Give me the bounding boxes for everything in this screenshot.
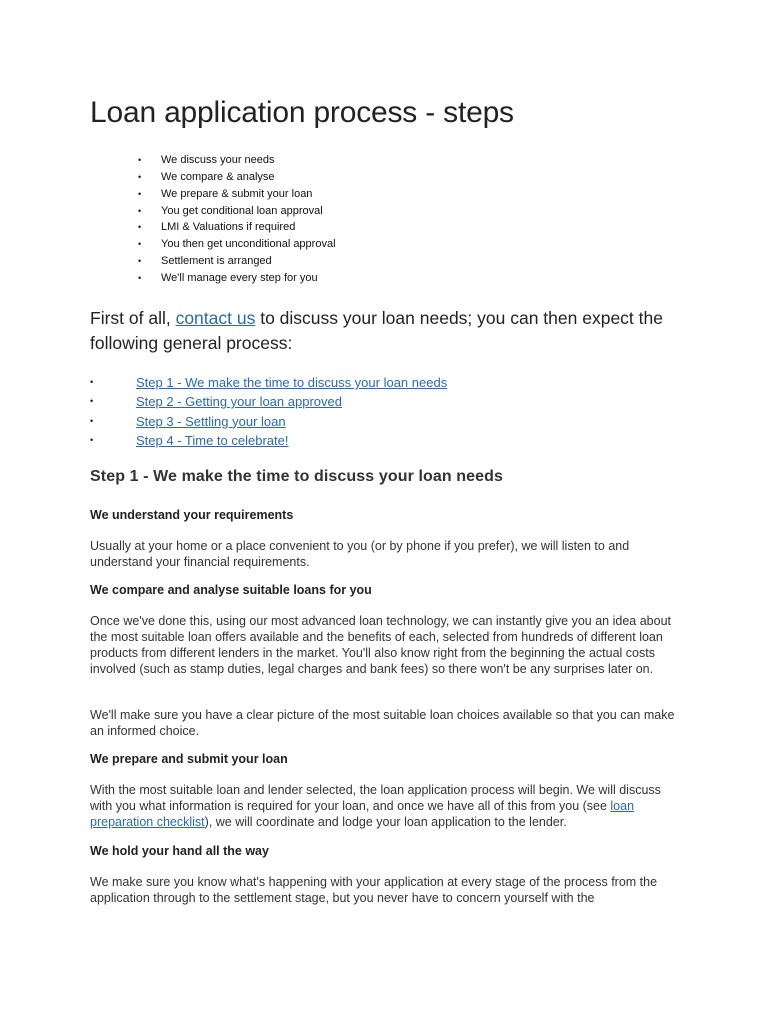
subsection-heading: We compare and analyse suitable loans for you bbox=[90, 583, 372, 597]
list-item bbox=[90, 373, 447, 392]
bullet-icon: • bbox=[138, 239, 142, 250]
bullet-icon: • bbox=[138, 188, 142, 199]
list-item: • We prepare & submit your loan bbox=[138, 186, 336, 203]
list-item bbox=[90, 392, 447, 411]
list-item: • LMI & Valuations if required bbox=[138, 219, 336, 236]
bullet-icon: • bbox=[90, 415, 94, 426]
step-4-link[interactable]: Step 4 - Time to celebrate! bbox=[136, 432, 289, 448]
page-title: Loan application process - steps bbox=[90, 96, 514, 129]
body-paragraph: Usually at your home or a place convenient to you (or by phone if you prefer), we will listen to and understand your financial requirements. bbox=[90, 539, 630, 569]
list-item: • Settlement is arranged bbox=[138, 253, 336, 270]
bullet-icon: • bbox=[138, 272, 142, 283]
list-item bbox=[90, 412, 447, 431]
section-heading: Step 1 - We make the time to discuss your loan needs bbox=[90, 468, 504, 485]
body-paragraph: Once we've done this, using our most advanced loan technology, we can instantly give you an idea about the most suitable loan offers available and the benefits of each, selected from hundreds of different loan products from different lenders in the market. You'll also know right from the beginning the actual costs involved (such as stamp duties, legal charges and bank fees) so there won't be any surprises later on. bbox=[90, 614, 671, 676]
list-item: • You then get unconditional approval bbox=[138, 236, 336, 253]
body-paragraph: We make sure you know what's happening with your application at every stage of the process from the application through to the settlement stage, but you never have to concern yourself with the bbox=[90, 875, 658, 905]
step-2-link[interactable]: Step 2 - Getting your loan approved bbox=[136, 394, 342, 410]
step-1-link[interactable]: Step 1 - We make the time to discuss your loan needs bbox=[136, 375, 448, 390]
bullet-icon: • bbox=[138, 256, 142, 267]
bullet-icon: • bbox=[90, 377, 94, 387]
body-paragraph: We'll make sure you have a clear picture of the most suitable loan choices available so that you can make an informed choice. bbox=[90, 708, 675, 738]
intro-paragraph: First of all, contact us to discuss your loan needs; you can then expect the following general process: bbox=[90, 308, 663, 353]
bullet-icon: • bbox=[138, 155, 142, 165]
step-link-list bbox=[90, 373, 447, 450]
subsection-heading: We prepare and submit your loan bbox=[90, 752, 288, 766]
bullet-icon: • bbox=[90, 434, 94, 445]
bullet-icon: • bbox=[138, 205, 142, 216]
list-item: • We'll manage every step for you bbox=[138, 270, 336, 287]
contact-us-link[interactable]: contact us bbox=[175, 308, 256, 328]
summary-bullet-list bbox=[138, 152, 336, 287]
list-item: • You get conditional loan approval bbox=[138, 203, 336, 220]
bullet-icon: • bbox=[138, 171, 142, 182]
list-item: • We discuss your needs bbox=[138, 152, 336, 169]
step-3-link[interactable]: Step 3 - Settling your loan bbox=[136, 413, 286, 429]
bullet-icon: • bbox=[90, 396, 94, 407]
loan-checklist-link[interactable]: loan preparation checklist bbox=[90, 799, 635, 829]
subsection-heading: We hold your hand all the way bbox=[90, 844, 269, 858]
subsection-heading: We understand your requirements bbox=[90, 508, 294, 522]
list-item bbox=[90, 431, 447, 450]
bullet-icon: • bbox=[138, 222, 142, 233]
body-paragraph: With the most suitable loan and lender selected, the loan application process will begin. We will discuss with you what information is required for your loan, and once we have all of this from you (see loan preparation checklist), we will coordinate and lodge your loan application to the lender. bbox=[90, 783, 661, 829]
list-item: • We compare & analyse bbox=[138, 169, 336, 186]
